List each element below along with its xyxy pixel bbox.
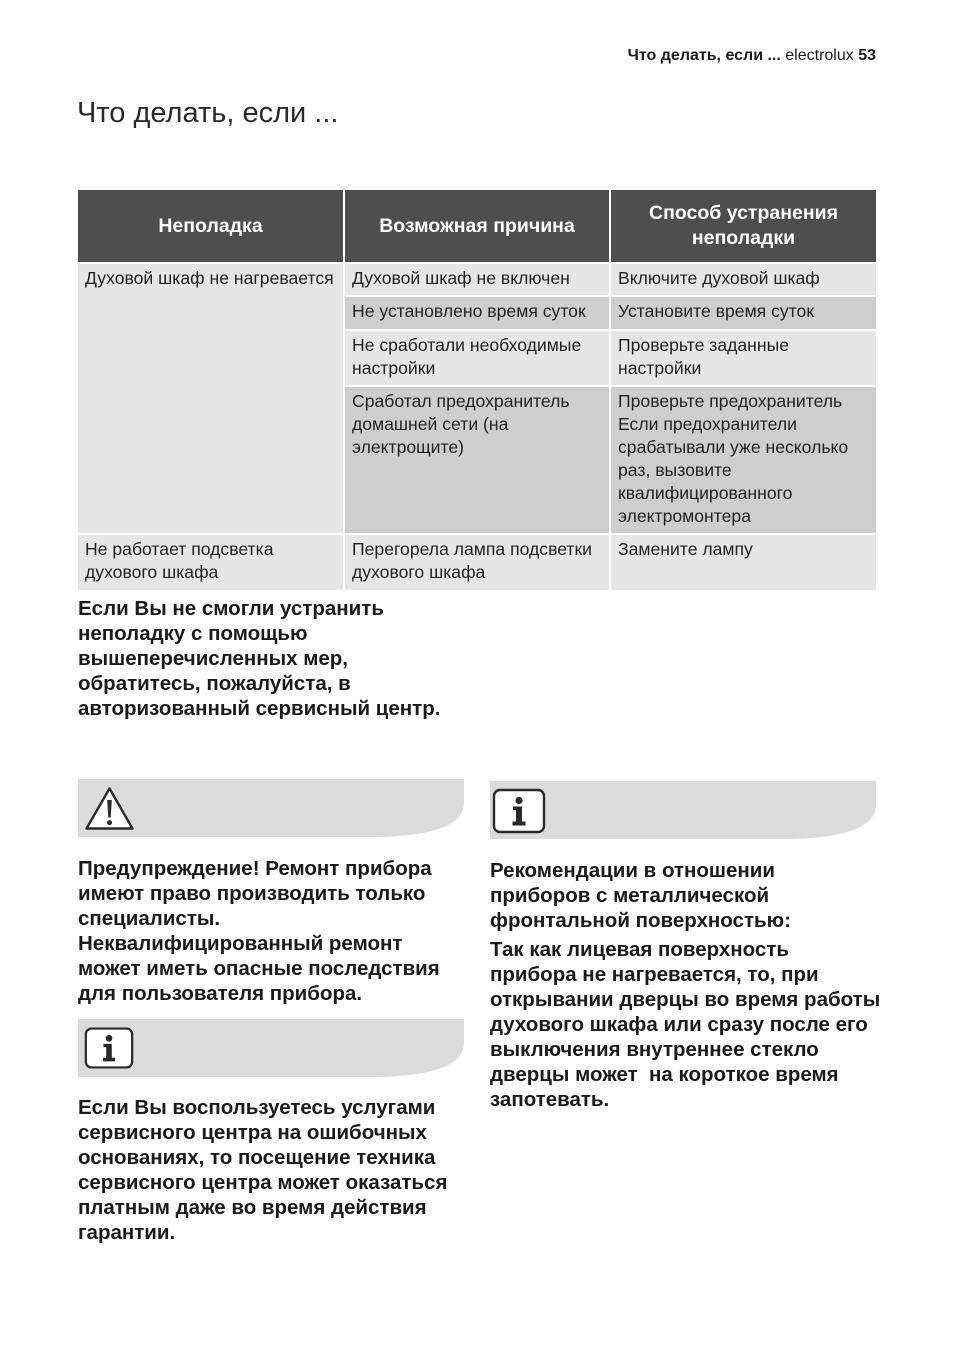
service-info-notice-banner: [78, 1019, 464, 1077]
warning-text: Предупреждение! Ремонт прибора имеют право производить только специалисты. Неквалифицированный ремонт может иметь опасные последствия для пользователя прибора.: [78, 857, 440, 1005]
remedy-cell: Замените лампу: [611, 535, 876, 590]
service-center-note: Если Вы не смогли устранить неполадку с помощью вышеперечисленных мер, обратитесь, пожалуйста, в авторизованный сервисный центр.: [78, 597, 441, 720]
remedy-cell: Установите время суток: [611, 297, 876, 329]
warning-triangle-icon: [84, 785, 135, 832]
remedy-cell: Проверьте заданные настройки: [611, 331, 876, 385]
cause-cell: Сработал предохранитель домашней сети (на электрощите): [345, 387, 609, 533]
troubleshooting-table: [78, 190, 876, 590]
cause-cell: Не установлено время суток: [345, 297, 609, 329]
cause-cell: Перегорела лампа подсветки духового шкафа: [345, 535, 609, 590]
metal-front-info-notice-banner: [490, 781, 876, 839]
metal-front-info-heading: Рекомендации в отношении приборов с металлической фронтальной поверхностью:: [490, 859, 791, 932]
cause-cell: Не сработали необходимые настройки: [345, 331, 609, 385]
service-info-text: Если Вы воспользуетесь услугами сервисного центра на ошибочных основаниях, то посещение техника сервисного центра может оказаться платным даже во время действия гарантии.: [78, 1096, 448, 1244]
running-header: [628, 46, 876, 66]
column-header-problem: Неполадка: [78, 190, 343, 262]
cause-cell: Духовой шкаф не включен: [345, 264, 609, 295]
info-icon: [492, 788, 546, 834]
page-title: Что делать, если ...: [77, 97, 339, 129]
problem-cell: Не работает подсветка духового шкафа: [78, 535, 343, 590]
problem-cell: Духовой шкаф не нагревается: [78, 264, 343, 533]
running-header-section: Что делать, если ...: [627, 47, 781, 64]
running-header-brand: electrolux: [785, 47, 854, 64]
column-header-cause: Возможная причина: [345, 190, 609, 262]
notice-banner-shape: [490, 781, 876, 839]
notice-banner-shape: [78, 1019, 464, 1077]
info-icon: [84, 1025, 134, 1071]
metal-front-info-text: Так как лицевая поверхность прибора не нагревается, то, при открывании дверцы во время работы духового шкафа или сразу после его выключения внутреннее стекло дверцы может на короткое время запотевать.: [490, 938, 881, 1111]
warning-notice-banner: [78, 779, 464, 837]
page-number: 53: [858, 47, 876, 64]
remedy-cell: Проверьте предохранитель Если предохранители срабатывали уже несколько раз, вызовите квалифицированного электромонтера: [611, 387, 876, 533]
notice-banner-shape: [78, 779, 464, 837]
column-header-remedy: Способ устранения неполадки: [611, 190, 876, 262]
remedy-cell: Включите духовой шкаф: [611, 264, 876, 295]
